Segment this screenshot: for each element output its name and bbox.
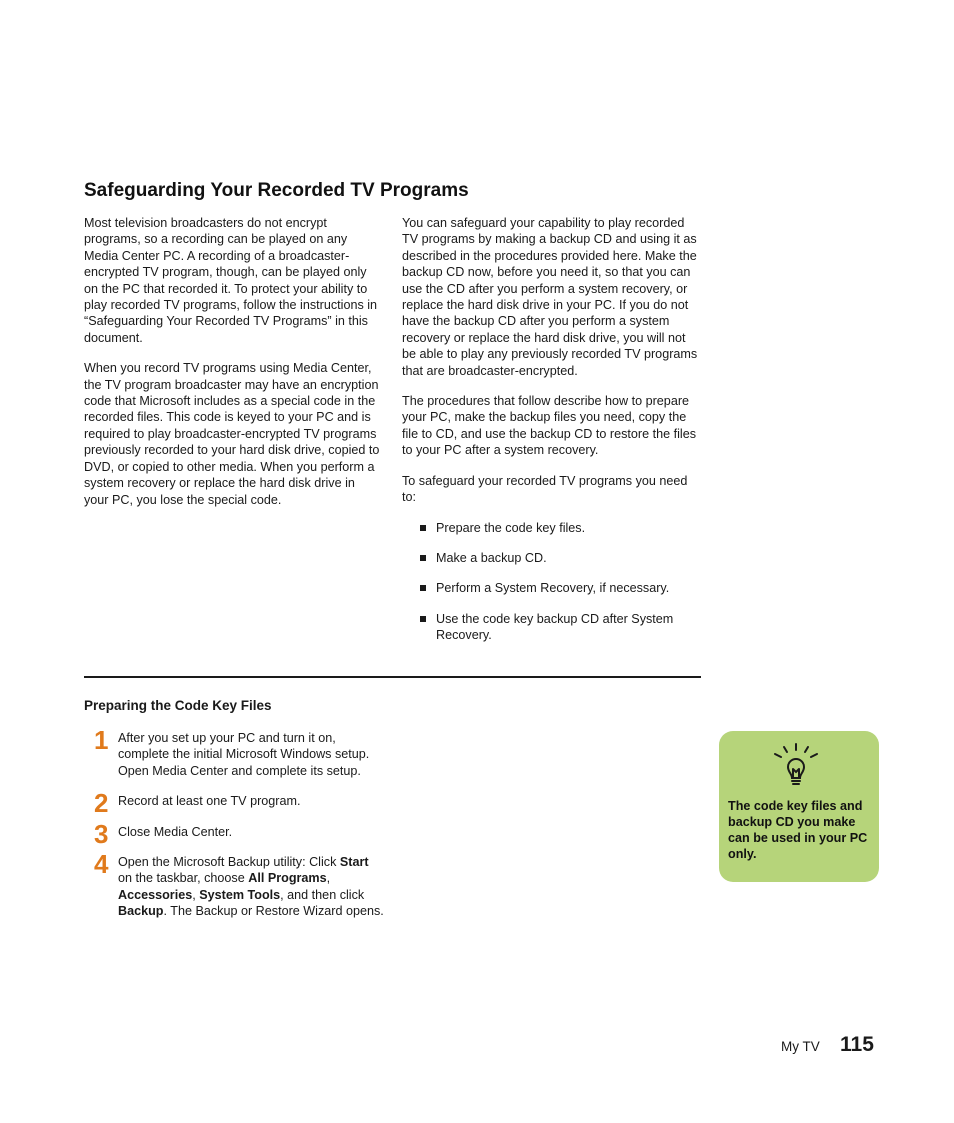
bullet-text: Use the code key backup CD after System Recovery. — [436, 611, 674, 643]
section-subheading: Preparing the Code Key Files — [84, 698, 272, 713]
step-number: 4 — [94, 849, 109, 880]
page-title: Safeguarding Your Recorded TV Programs — [84, 180, 469, 201]
ui-term-all-programs: All Programs — [248, 871, 327, 886]
step-text-part: , and then click — [280, 887, 365, 902]
list-item — [402, 520, 700, 536]
step-text-part: on the taskbar, choose — [118, 871, 249, 886]
right-paragraph-2: The procedures that follow describe how to prepare your PC, make the backup files you need, copy the file to CD, and use the backup CD to restore the files to your PC after a system recovery. — [402, 394, 697, 458]
step-item — [84, 725, 384, 779]
bullet-text: Perform a System Recovery, if necessary. — [436, 581, 670, 596]
bullet-list — [402, 520, 700, 644]
ui-term-system-tools: System Tools — [199, 887, 281, 902]
bullet-text: Make a backup CD. — [436, 550, 547, 565]
lightbulb-icon — [771, 741, 821, 791]
left-paragraph-1: Most television broadcasters do not encrypt programs, so a recording can be played on any Media Center PC. A recording of a broadcaster-encrypted TV program, though, can be played only on the PC that recorded it. To protect your ability to play recorded TV programs, follow the instructions in “Safeguarding Your Recorded TV Programs” in this document. — [84, 216, 378, 345]
right-paragraph-3: To safeguard your recorded TV programs you need to: — [402, 473, 688, 505]
step-item — [84, 849, 384, 920]
footer-section-name: My TV — [781, 1039, 820, 1054]
bullet-square-icon — [420, 585, 426, 591]
ui-term-backup: Backup — [118, 904, 164, 919]
ui-term-start: Start — [339, 855, 369, 870]
section-divider — [84, 676, 701, 678]
step-text: Record at least one TV program. — [118, 794, 301, 809]
page-number: 115 — [840, 1033, 874, 1056]
step-text-part: , — [192, 887, 200, 902]
right-paragraph-1: You can safeguard your capability to play recorded TV programs by making a backup CD and using it as described in the procedures provided here. Make the backup CD now, before you need it, so that you can use the CD after you perform a system recovery, or replace the hard disk drive in your PC. If you do not have the backup CD after you perform a system recovery or replace the hard disk drive, you will not be able to play any previously recorded TV programs that are broadcaster-encrypted. — [402, 216, 698, 378]
step-number: 1 — [94, 725, 109, 755]
right-column — [402, 215, 700, 658]
left-column — [84, 215, 382, 522]
list-item — [402, 580, 700, 596]
tip-text: The code key files and backup CD you make can be used in your PC only. — [728, 799, 868, 861]
bullet-text: Prepare the code key files. — [436, 520, 586, 535]
list-item — [402, 550, 700, 566]
step-text: Close Media Center. — [118, 824, 233, 839]
list-item — [402, 611, 700, 644]
tip-box — [719, 731, 879, 882]
step-number: 3 — [94, 818, 109, 849]
left-paragraph-2: When you record TV programs using Media Center, the TV program broadcaster may have an encryption code that Microsoft includes as a special code in the recorded files. This code is keyed to your PC and is required to play broadcaster-encrypted TV programs previously recorded to your hard disk drive, copied to DVD, or copied to other media. When you perform a system recovery or replace the hard disk drive in your PC, you lose the special code. — [84, 361, 380, 507]
step-item — [84, 818, 384, 849]
step-text — [118, 855, 384, 918]
bullet-square-icon — [420, 616, 426, 622]
bullet-square-icon — [420, 525, 426, 531]
bullet-square-icon — [420, 555, 426, 561]
step-text-part: , — [326, 871, 331, 886]
step-number: 2 — [94, 788, 109, 819]
step-text-part: . The Backup or Restore Wizard opens. — [163, 904, 384, 919]
ui-term-accessories: Accessories — [118, 887, 193, 902]
step-item — [84, 788, 384, 819]
step-list — [84, 725, 384, 934]
step-text-part: Open the Microsoft Backup utility: Click — [118, 855, 340, 870]
step-text: After you set up your PC and turn it on, complete the initial Microsoft Windows setup. Open Media Center and complete its setup. — [118, 731, 370, 778]
